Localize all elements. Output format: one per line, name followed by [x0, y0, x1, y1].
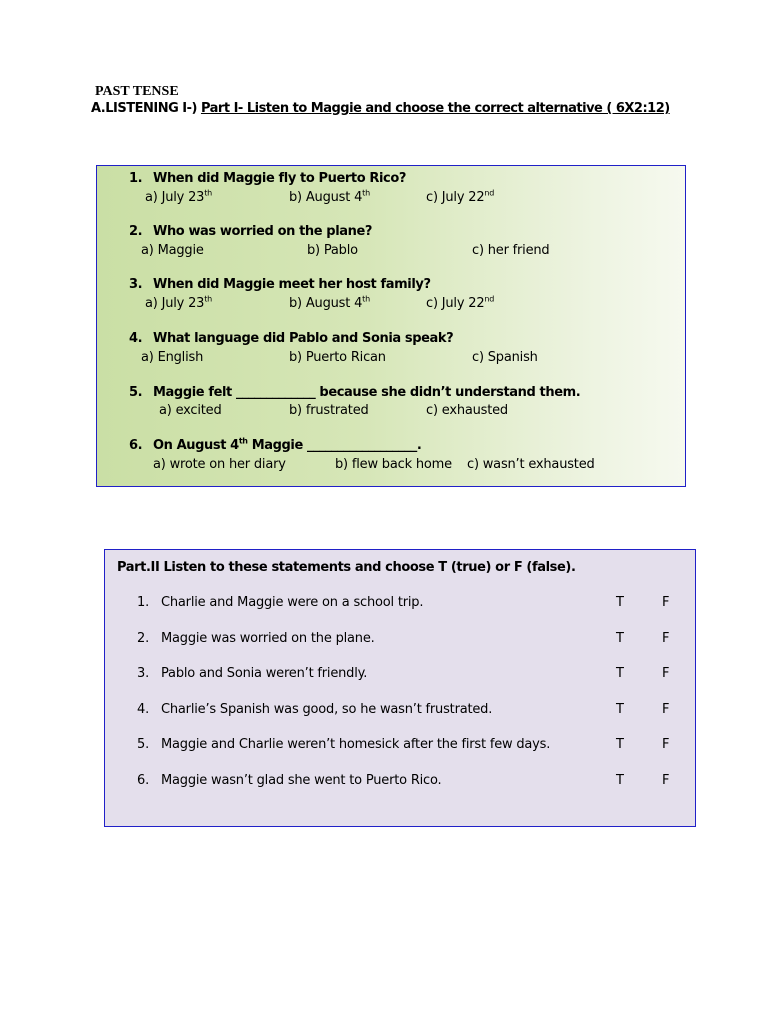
false-option[interactable]: F [662, 595, 670, 610]
question-text: When did Maggie fly to Puerto Rico? [153, 171, 407, 186]
true-option[interactable]: T [616, 666, 624, 681]
option-c[interactable]: c) July 22nd [426, 294, 495, 311]
question-1 [129, 171, 406, 186]
option-a[interactable]: a) July 23th [145, 188, 213, 205]
option-c[interactable]: c) exhausted [426, 403, 508, 418]
question-number: 4. [129, 331, 143, 346]
option-b[interactable]: b) flew back home [335, 457, 452, 472]
false-option[interactable]: F [662, 737, 670, 752]
option-c[interactable]: c) wasn’t exhausted [467, 457, 595, 472]
true-option[interactable]: T [616, 631, 624, 646]
question-number: 6. [129, 438, 143, 453]
false-option[interactable]: F [662, 631, 670, 646]
option-b[interactable]: b) August 4th [289, 188, 370, 205]
option-c[interactable]: c) July 22nd [426, 188, 495, 205]
question-text: Maggie felt _____________ because she didn’t understand them. [153, 385, 581, 400]
option-a[interactable]: a) excited [159, 403, 222, 418]
true-option[interactable]: T [616, 702, 624, 717]
page-title: PAST TENSE [95, 84, 179, 99]
question-3 [129, 277, 431, 292]
true-option[interactable]: T [616, 737, 624, 752]
question-number: 5. [129, 385, 143, 400]
question-text: What language did Pablo and Sonia speak? [153, 331, 454, 346]
question-number: 3. [129, 277, 143, 292]
option-c[interactable]: c) Spanish [472, 350, 538, 365]
option-a[interactable]: a) wrote on her diary [153, 457, 286, 472]
option-b[interactable]: b) frustrated [289, 403, 369, 418]
question-number: 2. [129, 224, 143, 239]
question-text: When did Maggie meet her host family? [153, 277, 431, 292]
instructions [91, 101, 670, 116]
option-b[interactable]: b) August 4th [289, 294, 370, 311]
false-option[interactable]: F [662, 773, 670, 788]
false-option[interactable]: F [662, 666, 670, 681]
true-option[interactable]: T [616, 773, 624, 788]
option-a[interactable]: a) English [141, 350, 204, 365]
statement-3: 3. Pablo and Sonia weren’t friendly. [137, 666, 368, 681]
instructions-prefix: A.LISTENING I-) [91, 101, 201, 116]
part2-title: Part.II Listen to these statements and choose T (true) or F (false). [117, 560, 576, 575]
option-a[interactable]: a) July 23th [145, 294, 213, 311]
question-text: On August 4th Maggie __________________. [153, 436, 422, 453]
question-5 [129, 385, 580, 400]
option-c[interactable]: c) her friend [472, 243, 550, 258]
statement-6: 6. Maggie wasn’t glad she went to Puerto Rico. [137, 773, 442, 788]
question-4 [129, 331, 453, 346]
true-option[interactable]: T [616, 595, 624, 610]
option-b[interactable]: b) Puerto Rican [289, 350, 386, 365]
option-a[interactable]: a) Maggie [141, 243, 204, 258]
question-2 [129, 224, 372, 239]
statement-5: 5. Maggie and Charlie weren’t homesick after the first few days. [137, 737, 551, 752]
false-option[interactable]: F [662, 702, 670, 717]
statement-1: 1. Charlie and Maggie were on a school trip. [137, 595, 424, 610]
part1-box [96, 165, 686, 487]
instructions-main: Part I- Listen to Maggie and choose the correct alternative ( 6X2:12) [200, 101, 670, 116]
question-number: 1. [129, 171, 143, 186]
statement-4: 4. Charlie’s Spanish was good, so he wasn’t frustrated. [137, 702, 493, 717]
question-text: Who was worried on the plane? [153, 224, 373, 239]
statement-2: 2. Maggie was worried on the plane. [137, 631, 375, 646]
part2-box [104, 549, 696, 827]
option-b[interactable]: b) Pablo [307, 243, 358, 258]
question-6 [129, 438, 421, 453]
